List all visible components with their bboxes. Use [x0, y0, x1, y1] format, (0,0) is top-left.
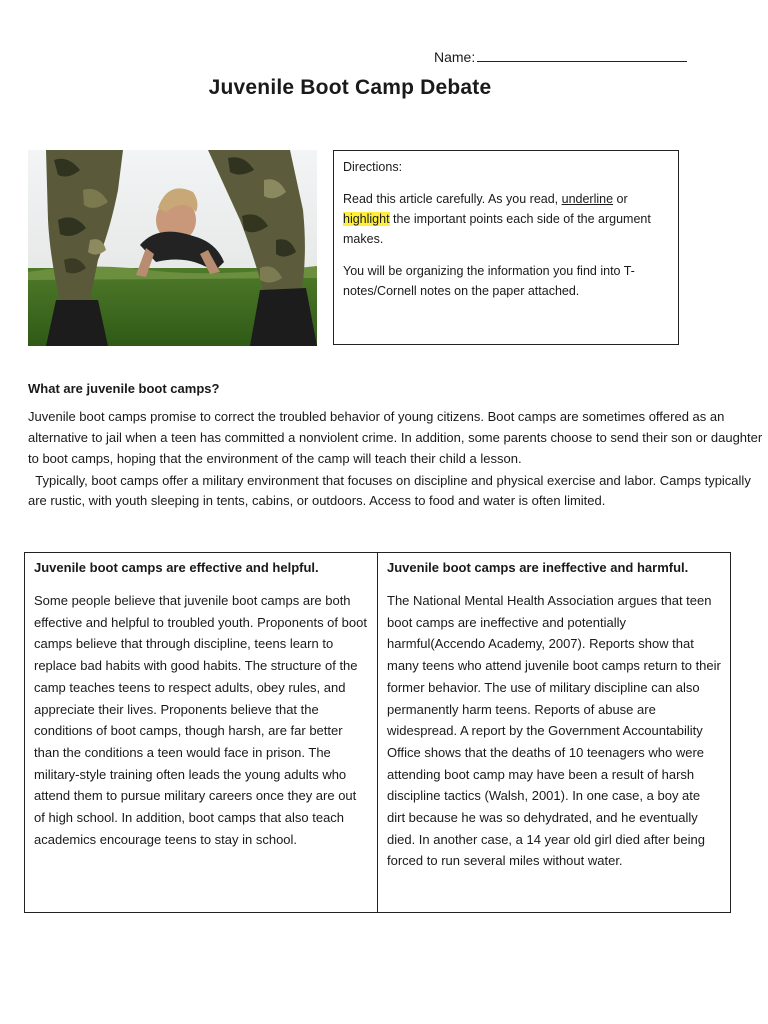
highlight-word: highlight [343, 212, 390, 226]
con-body: The National Mental Health Association argues that teen boot camps are ineffective and potentially harmful(Accendo Academy, 2007). Reports show that many teens who attend juvenile boot camps return to their former behavior. The use of military discipline can also permanently harm teens. Reports of abuse are widespread. A report by the Government Accountability Office shows that the deaths of 10 teenagers who were attending boot camp may have been a result of harsh discipline tactics (Walsh, 2001). In one case, a boy ate dirt because he was so dehydrated, and he eventually died. In another case, a 14 year old girl died after being forced to run several miles without water. [387, 593, 721, 869]
page-title: Juvenile Boot Camp Debate [208, 76, 492, 99]
intro-paragraph-1: Juvenile boot camps promise to correct the troubled behavior of young citizens. Boot camps are sometimes offered as an alternative to jail when a teen has committed a nonviolent crime. In addition, some parents choose to send their son or daughter to boot camps, hoping that the environment of the camp will teach their child a lesson. [28, 409, 763, 466]
debate-table [24, 552, 731, 913]
con-column [378, 553, 730, 912]
intro-paragraph-2: Typically, boot camps offer a military environment that focuses on discipline and physical exercise and labor. Camps typically are rustic, with youth sleeping in tents, cabins, or outdoors. Access to food and water is often limited. [28, 473, 755, 508]
section-heading: What are juvenile boot camps? [28, 381, 220, 396]
directions-text-end: the important points each side of the argument makes. [343, 212, 651, 246]
underline-word: underline [561, 192, 614, 206]
directions-label: Directions: [343, 160, 403, 174]
directions-instructions [343, 189, 669, 249]
directions-text-start: Read this article carefully. As you read, [343, 192, 562, 206]
pro-heading: Juvenile boot camps are effective and helpful. [34, 560, 319, 575]
directions-text-or: or [613, 192, 628, 206]
pro-column [25, 553, 378, 912]
name-label: Name: [434, 49, 476, 65]
directions-box [333, 150, 679, 345]
pro-body: Some people believe that juvenile boot camps are both effective and helpful to troubled youth. Proponents of boot camps believe that through discipline, teens learn to replace bad habits with good habits. The structure of the camp teaches teens to respect adults, obey rules, and appreciate their lives. Proponents believe that the conditions of boot camps, though harsh, are far better than the conditions a teen would face in prison. The military-style training often leads the young adults who attend them to pursue military careers once they are out of high school. In addition, boot camps that also teach academics encourage teens to stay in school. [34, 593, 367, 847]
boot-camp-photo [28, 150, 317, 346]
directions-organize-note: You will be organizing the information you find into T-notes/Cornell notes on the paper attached. [343, 264, 635, 298]
con-heading: Juvenile boot camps are ineffective and harmful. [387, 560, 689, 575]
name-field[interactable] [434, 47, 687, 65]
name-blank-line[interactable] [477, 47, 687, 62]
